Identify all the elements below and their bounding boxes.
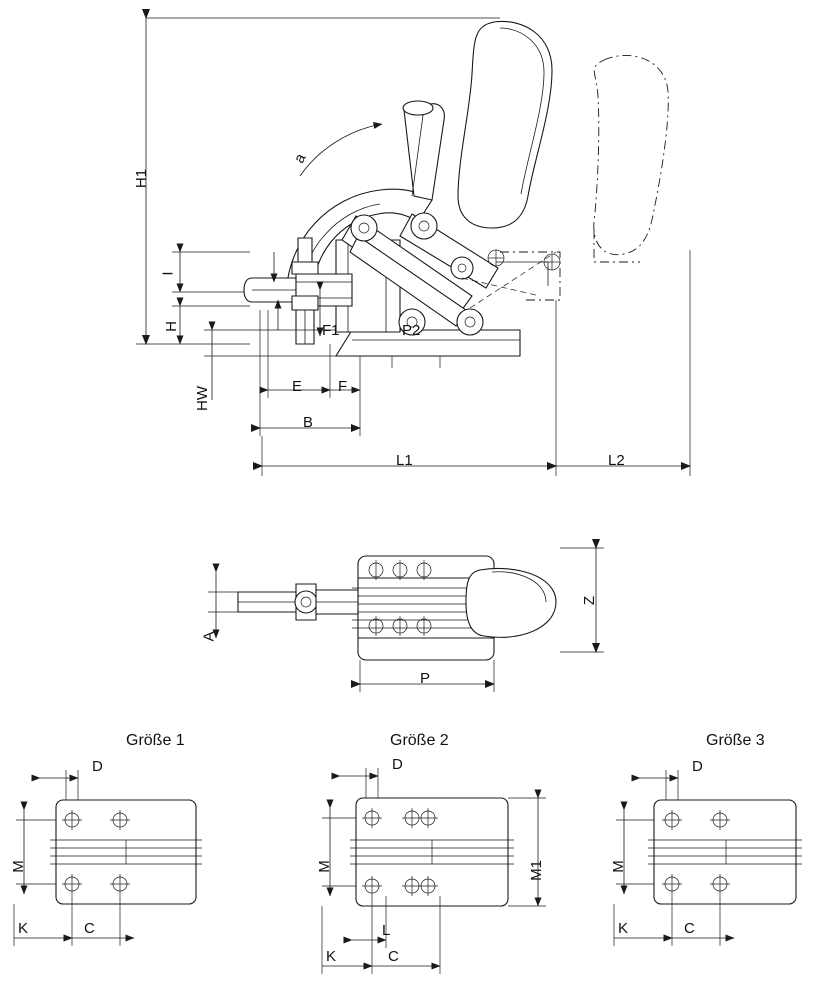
dim-label-e: E: [292, 378, 303, 395]
size-2-dim-m1: M1: [527, 860, 545, 881]
size-2-geometry: [350, 798, 514, 906]
size-1-dim-d: D: [92, 758, 103, 775]
dim-label-h: H: [162, 321, 180, 332]
size-3-dim-k: K: [618, 920, 629, 937]
size-3-dim-d: D: [692, 758, 703, 775]
size-1-dim-c: C: [84, 920, 95, 937]
size-2-dim-c: C: [388, 948, 399, 965]
size-2-dim-m: M: [315, 860, 333, 873]
size-1-geometry: [50, 800, 202, 904]
size-3-dim-m: M: [609, 860, 627, 873]
size-1-title: Größe 1: [126, 732, 185, 749]
dim-label-z: Z: [581, 595, 599, 606]
side-view-dimensions: [136, 18, 690, 476]
size-1-dim-m: M: [9, 860, 27, 873]
dim-label-f: F: [338, 378, 348, 395]
dim-label-hw: HW: [194, 386, 211, 411]
size-2-dim-l: L: [382, 922, 391, 939]
dim-label-a: a: [290, 150, 310, 167]
size-1-dim-k: K: [18, 920, 29, 937]
dim-label-h1: H1: [133, 168, 151, 189]
size-2-title: Größe 2: [390, 732, 449, 749]
dim-label-l2: L2: [608, 452, 625, 469]
side-view-geometry: [244, 21, 668, 368]
size-3-dim-c: C: [684, 920, 695, 937]
size-2-dim-d: D: [392, 756, 403, 773]
size-2-dim-k: K: [326, 948, 337, 965]
size-3-geometry: [648, 800, 802, 904]
dim-label-i: I: [159, 271, 177, 276]
top-view-geometry: [238, 556, 556, 660]
dim-label-p2: P2: [402, 322, 421, 339]
dim-label-b: B: [303, 414, 314, 431]
size-3-title: Größe 3: [706, 732, 765, 749]
dim-label-p: P: [420, 670, 431, 687]
dim-label-a-top: A: [200, 631, 218, 642]
dim-label-l1: L1: [396, 452, 413, 469]
dim-label-f1: F1: [322, 322, 340, 339]
